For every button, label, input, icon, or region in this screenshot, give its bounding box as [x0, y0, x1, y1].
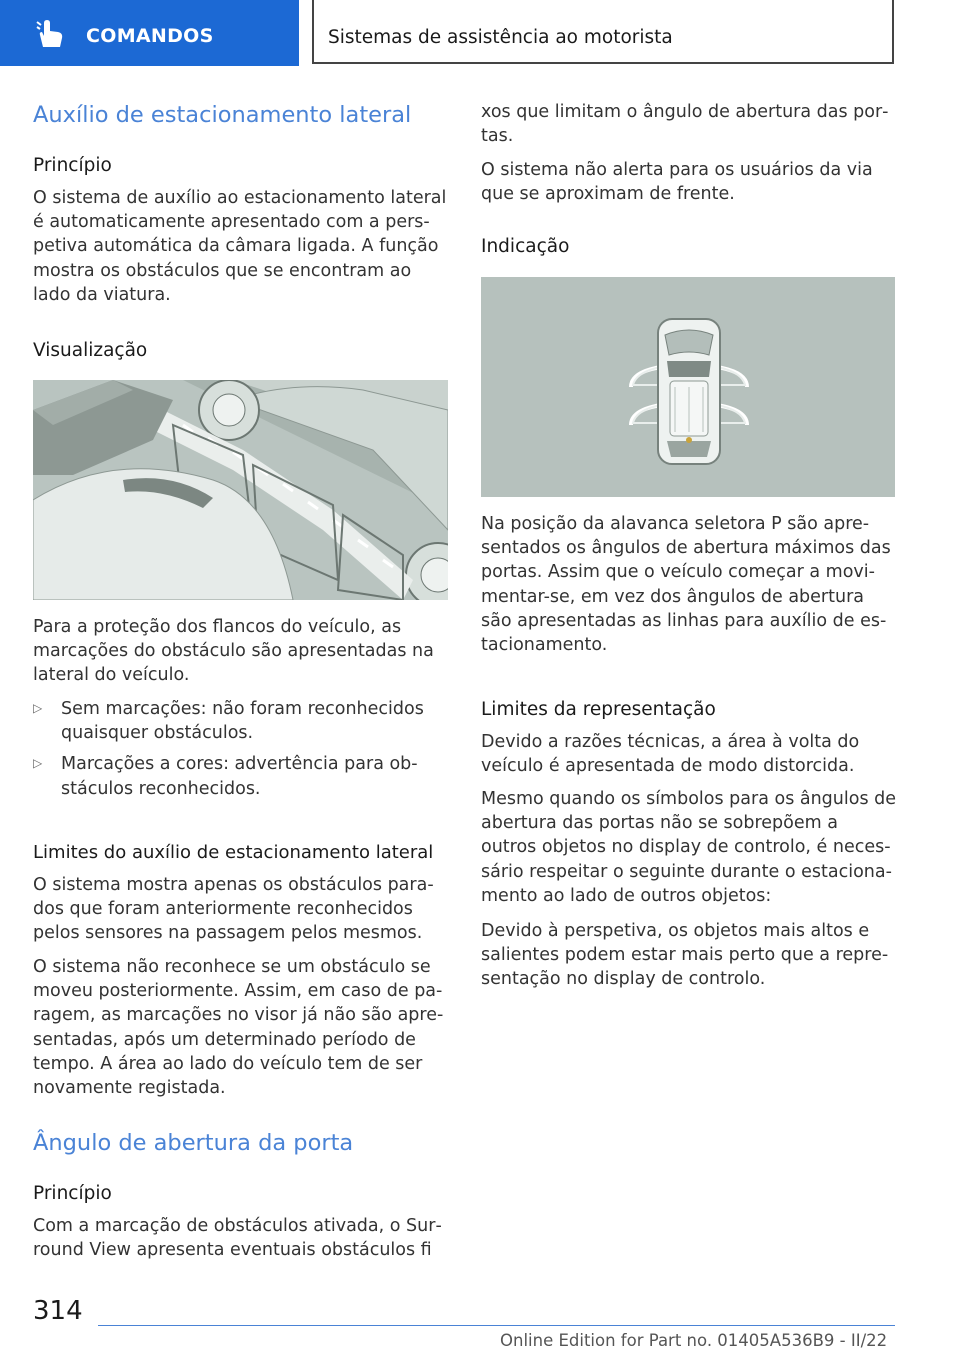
footer-divider: [98, 1325, 895, 1326]
section-title: Sistemas de assistência ao motorista: [328, 27, 673, 48]
principle-2-heading: Princípio: [33, 1183, 112, 1204]
limits-text-1: O sistema mostra apenas os obstáculos parados que foram anteriormente reconhecidos pelos sensores na passagem pelos mesmos.: [33, 875, 434, 944]
selector-lever-text: Na posição da alavanca seletora P são apresentados os ângulos de abertura máximos das portas. Assim que o veículo começar a movimentar-se, em vez dos ângulos de abertura são apresentadas as linhas para auxílio de estacionamento.: [481, 514, 891, 656]
edition-footer: Online Edition for Part no. 01405A536B9 - II/22: [500, 1331, 888, 1350]
principle-2-text: Com a marcação de obstáculos ativada, o Surround View apresenta eventuais obstáculos fi: [33, 1216, 442, 1261]
chapter-title: COMANDOS: [86, 25, 214, 47]
continued-text: xos que limitam o ângulo de abertura das portas.: [481, 102, 889, 147]
page-number: 314: [33, 1296, 83, 1326]
principle-heading: Princípio: [33, 155, 112, 176]
section-heading-side-parking: Auxílio de estacionamento lateral: [33, 102, 412, 128]
representation-limits-text-1: Devido a razões técnicas, a área à volta do veículo é apresentada de modo distorcida.: [481, 732, 860, 777]
representation-limits-text-2: Mesmo quando os símbolos para os ângulos de abertura das portas não se sobrepõem a outros objetos no display de controlo, é necessário respeitar o seguinte durante o estacionamento ao lado de outros objetos:: [481, 789, 897, 906]
indication-heading: Indicação: [481, 236, 570, 257]
no-alert-text: O sistema não alerta para os usuários da via que se aproximam de frente.: [481, 160, 873, 205]
triangle-bullet-icon: ▷: [33, 756, 43, 771]
limits-representation-heading: Limites da representação: [481, 699, 716, 720]
principle-text: O sistema de auxílio ao estacionamento lateral é automaticamente apresentado com a perspetiva automática da câmara ligada. A função mostra os obstáculos que se encontram ao lado da viatura.: [33, 188, 447, 305]
list-item: ▷ Sem marcações: não foram reconhecidos quaisquer obstáculos.: [33, 697, 451, 745]
representation-limits-text-3: Devido à perspetiva, os objetos mais altos e salientes podem estar mais perto que a representação no display de controlo.: [481, 921, 889, 990]
limits-side-parking-heading: Limites do auxílio de estacionamento lateral: [33, 842, 434, 863]
list-item: ▷ Marcações a cores: advertência para obstáculos reconhecidos.: [33, 752, 451, 800]
protection-text: Para a proteção dos flancos do veículo, as marcações do obstáculo são apresentadas na lateral do veículo.: [33, 617, 434, 686]
triangle-bullet-icon: ▷: [33, 701, 43, 715]
chapter-tab: [0, 0, 299, 66]
section-header: [312, 0, 894, 64]
markings-bullet-list: [33, 697, 451, 801]
hand-pointer-icon: [34, 19, 68, 49]
visualization-heading: Visualização: [33, 340, 148, 361]
side-parking-illustration: [33, 380, 448, 600]
section-heading-door-angle: Ângulo de abertura da porta: [33, 1130, 354, 1156]
door-angle-illustration: [481, 277, 895, 497]
limits-text-2: O sistema não reconhece se um obstáculo se moveu posteriormente. Assim, em caso de paragem, as marcações no visor já não são apresentadas, após um determinado período de tempo. A área ao lado do veículo tem de ser novamente registada.: [33, 957, 444, 1099]
